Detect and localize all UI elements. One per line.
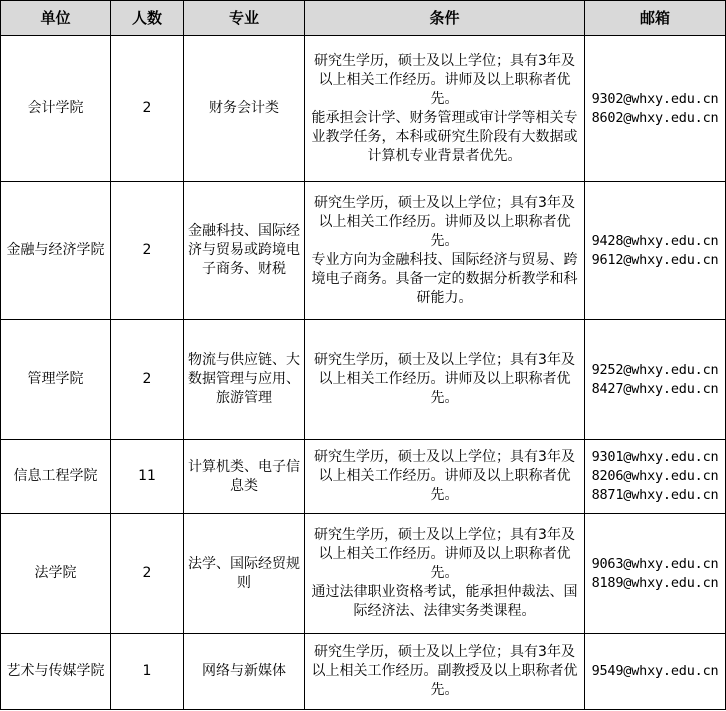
count-cell: 2	[111, 514, 184, 634]
email-address: 8206@whxy.edu.cn	[591, 468, 719, 484]
header-unit: 单位	[1, 1, 111, 36]
unit-cell: 艺术与传媒学院	[1, 634, 111, 710]
major-cell: 金融科技、国际经济与贸易或跨境电子商务、财税	[184, 182, 305, 320]
unit-cell: 信息工程学院	[1, 440, 111, 514]
conditions-cell	[305, 514, 585, 634]
conditions-cell	[305, 634, 585, 710]
email-cell	[585, 182, 726, 320]
email-address: 9612@whxy.edu.cn	[591, 251, 719, 268]
unit-cell: 会计学院	[1, 36, 111, 182]
condition-line: 能承担会计学、财务管理或审计学等相关专业教学任务，本科或研究生阶段有大数据或计算机专业背景者优先。	[311, 109, 578, 164]
table-row	[1, 182, 726, 320]
email-address: 9063@whxy.edu.cn	[591, 555, 719, 572]
email-cell	[585, 440, 726, 514]
major-cell: 物流与供应链、大数据管理与应用、旅游管理	[184, 320, 305, 440]
conditions-cell	[305, 440, 585, 514]
major-cell: 计算机类、电子信息类	[184, 440, 305, 514]
email-address: 9302@whxy.edu.cn	[591, 90, 719, 107]
conditions-cell	[305, 320, 585, 440]
conditions-cell	[305, 182, 585, 320]
condition-line: 研究生学历，硕士及以上学位；具有3年及以上相关工作经历。副教授及以上职称者优先。	[311, 644, 578, 698]
major-cell: 法学、国际经贸规则	[184, 514, 305, 634]
email-cell	[585, 514, 726, 634]
email-address: 8602@whxy.edu.cn	[591, 109, 719, 126]
major-cell: 财务会计类	[184, 36, 305, 182]
email-cell	[585, 320, 726, 440]
header-row	[1, 1, 726, 36]
table-row	[1, 634, 726, 710]
condition-line: 研究生学历，硕士及以上学位；具有3年及以上相关工作经历。讲师及以上职称者优先。	[314, 449, 575, 503]
condition-line: 研究生学历，硕士及以上学位；具有3年及以上相关工作经历。讲师及以上职称者优先。	[314, 527, 575, 581]
condition-line: 研究生学历，硕士及以上学位；具有3年及以上相关工作经历。讲师及以上职称者优先。	[314, 52, 575, 107]
table-row	[1, 36, 726, 182]
major-cell: 网络与新媒体	[184, 634, 305, 710]
condition-line: 研究生学历，硕士及以上学位；具有3年及以上相关工作经历。讲师及以上职称者优先。	[314, 194, 575, 249]
table-row	[1, 320, 726, 440]
table-row	[1, 440, 726, 514]
email-address: 8871@whxy.edu.cn	[591, 487, 719, 503]
email-address: 8189@whxy.edu.cn	[591, 574, 719, 591]
condition-line: 研究生学历，硕士及以上学位；具有3年及以上相关工作经历。讲师及以上职称者优先。	[314, 352, 575, 406]
count-cell: 2	[111, 36, 184, 182]
email-address: 9252@whxy.edu.cn	[591, 361, 719, 378]
email-cell	[585, 36, 726, 182]
conditions-cell	[305, 36, 585, 182]
header-conditions: 条件	[305, 1, 585, 36]
header-email: 邮箱	[585, 1, 726, 36]
email-address: 9549@whxy.edu.cn	[591, 663, 719, 679]
count-cell: 1	[111, 634, 184, 710]
email-cell	[585, 634, 726, 710]
header-count: 人数	[111, 1, 184, 36]
unit-cell: 金融与经济学院	[1, 182, 111, 320]
count-cell: 11	[111, 440, 184, 514]
condition-line: 通过法律职业资格考试，能承担仲裁法、国际经济法、法律实务类课程。	[311, 584, 578, 619]
count-cell: 2	[111, 320, 184, 440]
email-address: 9301@whxy.edu.cn	[591, 449, 719, 465]
header-major: 专业	[184, 1, 305, 36]
email-address: 8427@whxy.edu.cn	[591, 380, 719, 397]
condition-line: 专业方向为金融科技、国际经济与贸易、跨境电子商务。具备一定的数据分析教学和科研能力。	[311, 251, 578, 306]
table-row	[1, 514, 726, 634]
unit-cell: 法学院	[1, 514, 111, 634]
count-cell: 2	[111, 182, 184, 320]
email-address: 9428@whxy.edu.cn	[591, 232, 719, 249]
unit-cell: 管理学院	[1, 320, 111, 440]
